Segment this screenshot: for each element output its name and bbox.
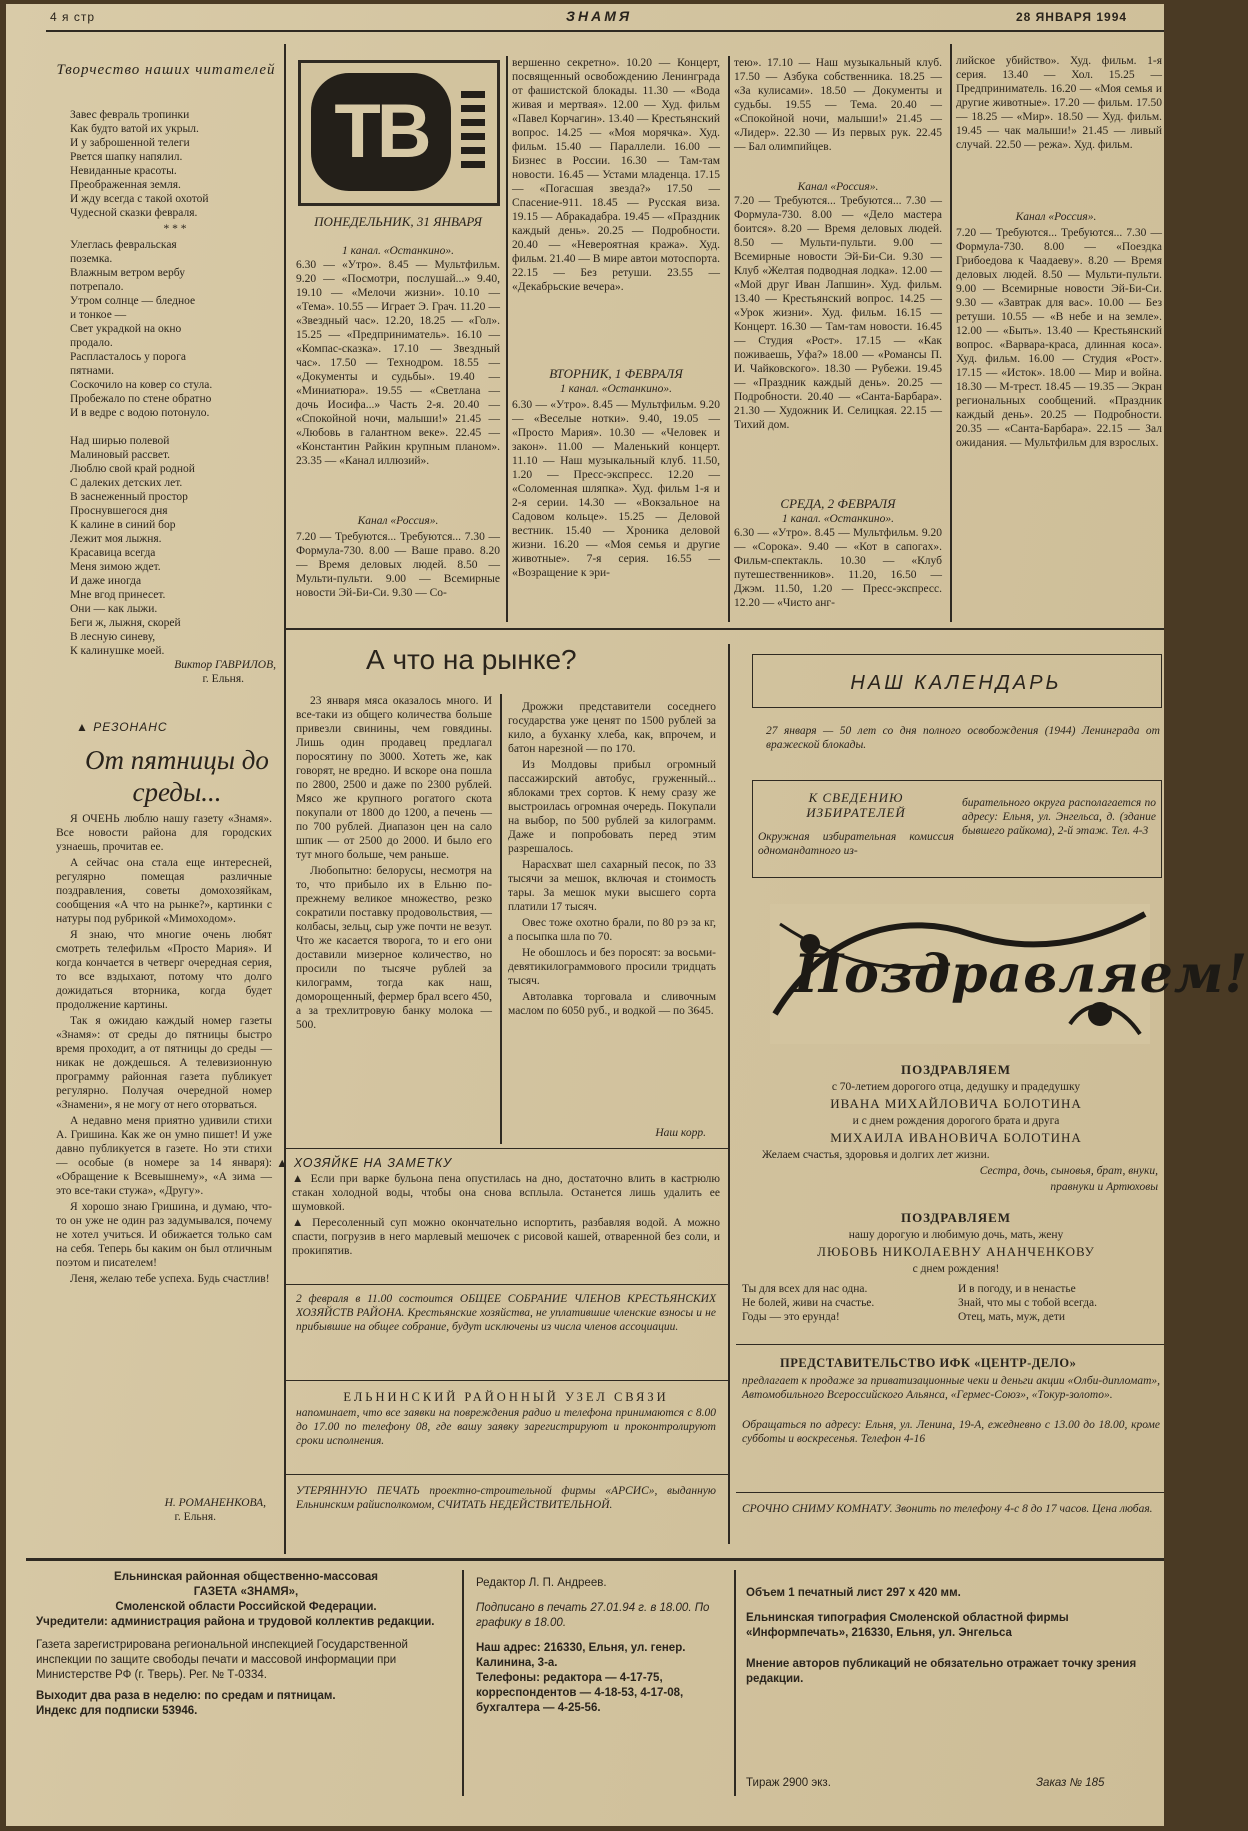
- tv-channel-ostankino-tue: 1 канал. «Останкино».: [560, 383, 672, 395]
- tv-wednesday-ch2: 7.20 — Требуются... Требуются... 7.30 — Формула-730. 8.00 — «Поездка Грибоедова к Чаадаеву». 8.20 — Время деловых людей. 8.50 — Мульти-пульти. 9.00 — Всемирные новости Эй-Би-Си. 9.30 — «Завтрак для вас». 10.00 — Без ретуши. 10.55 — «В небе и на земле». 12.00 — «Быть». 13.40 — Крестьянский вопрос. «Варвара-краса, длинная коса». Худ. фильм. 16.00 — Студия «Рост». 17.15 — «Исток». 18.00 — Мир и война. 18.30 — М-трест. 18.45 — 19.35 — Экран региональных сообщений. «Праздник каждый день». 20.25 — Подробности. 20.35 — «Санта-Барбара». 22.15 — Зал ожидания. — Мультфильм для взрослых.: [956, 227, 1162, 449]
- congrats-line-3: нашу дорогую и любимую дочь, мать, жену: [848, 1229, 1064, 1241]
- lost-stamp-notice: УТЕРЯННУЮ ПЕЧАТЬ проектно-строительной фирмы «АРСИС», выданную Ельнинским райисполкомом, СЧИТАТЬ НЕДЕЙСТВИТЕЛЬНОЙ.: [296, 1485, 716, 1511]
- congrats-heading-1: ПОЗДРАВЛЯЕМ: [900, 1062, 1012, 1077]
- poem-line: Пробежало по стене обратно: [70, 393, 212, 405]
- tv-tuesday-ch1: 6.30 — «Утро». 8.45 — Мультфильм. 9.20 — «Веселые нотки». 9.40, 19.05 — «Просто Мария». 10.30 — «Человек и закон». 11.00 — Маленький концерт. 11.10 — Наш музыкальный клуб. 11.50, 1.20 — Пресс-экспресс. 12.20 — «Соломенная шляпка». Худ. фильм 1-я и 2-я серии. 14.30 — «Вокзальное на Садовом кольце». 15.25 — Деловой вестник. 15.40 — Хроника деловой жизни. 16.20 — «Моя семья и другие животные». 7-я серия. 16.55 — «Возращение к эри-: [512, 399, 720, 579]
- poem-line: Невиданные красоты.: [70, 165, 177, 177]
- congrats-name-2: МИХАИЛА ИВАНОВИЧА БОЛОТИНА: [830, 1130, 1082, 1145]
- market-signature: Наш корр.: [655, 1127, 706, 1139]
- poem-line: продало.: [70, 337, 113, 349]
- housewife-top-rule: [284, 1148, 728, 1149]
- footer-rule-2: [734, 1570, 736, 1796]
- footer-schedule: Выходит два раза в неделю: по средам и пятницам.: [36, 1690, 336, 1702]
- poem-line: Как будто ватой их укрыл.: [70, 123, 199, 135]
- verse-line: Отец, мать, муж, дети: [958, 1311, 1066, 1323]
- notices-rule-2: [284, 1380, 728, 1381]
- poem-line: С далеких детских лет.: [70, 477, 183, 489]
- article-paragraph: Нарасхват шел сахарный песок, по 33 тысячи за мешок, включая и стоимость тары. За мешок муки высшего сорта платили 17 тысяч.: [508, 859, 716, 913]
- tv-col-rule-3: [950, 44, 952, 622]
- article-paragraph: Не обошлось и без поросят: за восьми-девятикилограммового просили тридцать тысяч.: [508, 947, 716, 987]
- tv-col4-continuation: лийское убийство». Худ. фильм. 1-я серия. 13.40 — Хол. 15.25 — Предприниматель. 16.20 — «Моя семья и другие животные». 17.20 — фильм. 17.50 — 18.25 — «Мир». 18.50 — Худ. фильм. 19.45 — чак малыши!» 21.45 — ливый случай. 22.50 — режа». Худ. фильм.: [956, 55, 1162, 151]
- poem-line: Беги ж, лыжня, скорей: [70, 617, 181, 629]
- congrats-verse-left: [742, 1282, 942, 1324]
- verse-line: Годы — это ерунда!: [742, 1311, 840, 1323]
- ifk-offer: предлагает к продаже за приватизационные чеки и деньги акции «Олби-дипломат», Автомобильного Всероссийского Альянса, «Гермес-Союз», «Токур-золото».: [742, 1375, 1160, 1401]
- market-column-one: [296, 694, 492, 1034]
- tv-col-rule-2: [728, 56, 730, 622]
- tv-day-tuesday: ВТОРНИК, 1 ФЕВРАЛЯ: [549, 366, 683, 381]
- poem-line: И у заброшенной телеги: [70, 137, 190, 149]
- footer-editor: Редактор Л. П. Андреев.: [476, 1577, 607, 1589]
- footer-rule-1: [462, 1570, 464, 1796]
- poem-line: Мне вгод принесет.: [70, 589, 166, 601]
- poem-line: Преображенная земля.: [70, 179, 181, 191]
- footer-founders: Учредители: администрация района и трудовой коллектив редакции.: [36, 1616, 435, 1628]
- footer-subscription-index: Индекс для подписки 53946.: [36, 1705, 198, 1717]
- article-paragraph: Я ОЧЕНЬ люблю нашу газету «Знамя». Все новости района для городских узнаешь, прочитав ее.: [56, 813, 272, 853]
- tv-logo-screen: ТВ: [311, 73, 451, 191]
- footer-paper-name: ГАЗЕТА «ЗНАМЯ»,: [193, 1586, 299, 1598]
- tv-channel-russia-wed: Канал «Россия».: [1015, 211, 1097, 223]
- tv-logo-bars: [461, 91, 485, 175]
- issue-date: 28 ЯНВАРЯ 1994: [1016, 10, 1128, 24]
- tv-col3-continuation: тею». 17.10 — Наш музыкальный клуб. 17.50 — Азбука собственника. 18.25 — «За кулисами». 18.50 — Документы и судьбы. 19.55 — Тема. 20.40 — «Спокойной ночи, малыши!» 21.45 — «Лидер». 22.30 — Из первых рук. 22.45 — Бал олимпийцев.: [734, 57, 942, 153]
- article-paragraph: Любопытно: белорусы, несмотря на то, что прибыло их в Ельню по-прежнему великое множество, резко сократили поставку продовольствия, — колбасы, зельц, сыр уже почти не везут. Что же касается творога, то и его они доставили мизерное количество, но просили по тысяче рублей за килограмм, тогда как наш, доморощенный, фермер брал всего 450, а за трехлитровую банку молока — 500.: [296, 865, 492, 1031]
- poem-author: Виктор ГАВРИЛОВ,: [174, 659, 276, 671]
- footer-volume: Объем 1 печатный лист 297 x 420 мм.: [746, 1587, 961, 1599]
- voters-title: К СВЕДЕНИЮ ИЗБИРАТЕЛЕЙ: [806, 790, 906, 820]
- tv-channel-russia-mon: Канал «Россия».: [357, 515, 439, 527]
- footer-editorial: [476, 1576, 726, 1716]
- footer-printer: Ельнинская типография Смоленской областной фирмы «Информпечать», 216330, Ельня, ул. Энгельса: [746, 1612, 1069, 1639]
- poem-line: Проснувшегося дня: [70, 505, 168, 517]
- poem-line: Распласталось у порога: [70, 351, 186, 363]
- tv-monday-ch2: 7.20 — Требуются... Требуются... 7.30 — Формула-730. 8.00 — Ваше право. 8.20 — Время деловых людей. 8.50 — Мульти-пульти. 9.00 — Всемирные новости Эй-Би-Си. 9.30 — Со-: [296, 531, 500, 599]
- footer-publisher: [36, 1570, 456, 1719]
- article-paragraph: Из Молдовы прибыл огромный пассажирский автобус, груженный... яблоками трех сортов. К нему сразу же выстроилась огромная очередь. Покупали на выбор, по 500 рублей за килограмм. Даже и попробовать перед этим разрешалось.: [508, 759, 716, 855]
- voters-left-text: Окружная избирательная комиссия одномандатного из-: [758, 831, 954, 857]
- market-title: А что на рынке?: [366, 644, 577, 675]
- congrats-line-1: с 70-летием дорогого отца, дедушку и прадедушку: [831, 1081, 1081, 1093]
- market-col-rule: [500, 694, 502, 1144]
- tv-monday-ch1: 6.30 — «Утро». 8.45 — Мультфильм. 9.20 — «Посмотри, послушай...» 9.40, 19.10 — «Мелочи жизни». 10.10 — «Тема». 10.55 — Играет Э. Грач. 11.20 — «Звездный час». 12.20, 18.25 — «Гол». 15.25 — «Предприниматель». 16.10 — «Компас-сказка». 17.10 — Звездный час». 17.50 — Технодром. 18.55 — «Документы и судьбы». 19.40 — «Миниатюра». 19.55 — «Светлана — дочь Иосифа...» Часть 2-я. 20.40 — «Спокойной ночи, малыши!» 21.45 — «Любовь в галантном веке». 22.45 — «Константин Райкин крупным планом». 23.35 — «Канал иллюзий».: [296, 259, 500, 467]
- poem-line: и тонкое —: [70, 309, 127, 321]
- column-rule-right: [728, 644, 730, 1544]
- article-paragraph: А сейчас она стала еще интересней, регулярно помещая различные поздравления, советы домохозяйкам, сообщения «А что на рынке?», картинки с натуры под рубрикой «Мимоходом».: [56, 857, 272, 925]
- article-paragraph: Я знаю, что многие очень любят смотреть телефильм «Просто Мария». И когда кончается в четверг очередная серия, то все вздыхают, потому что долго дожидаться вторника, когда будет продолжение картины.: [56, 929, 272, 1011]
- market-column-two: [508, 700, 716, 1020]
- tv-tuesday-ch2: 7.20 — Требуются... Требуются... 7.30 — Формула-730. 8.00 — «Дело мастера боится». 8.20 — Время деловых людей. 8.50 — Мульти-пульти. 9.00 — Всемирные новости Эй-Би-Си. 9.30 — Клуб «Желтая подводная лодка». 12.00 — «Мой друг Иван Лапшин». Худ. фильм. 13.40 — Крестьянский вопрос. 14.25 — «Урок жизни». Худ. фильм. 16.15 — Концерт. 16.30 — Там-там новости. 16.45 — Студия «Рост». 17.15 — «Как поживаешь, Уфа?» 18.00 — «Романсы П. И. Чайковского». 18.30 — Рубежи. 19.45 — «Праздник каждый день». 20.25 — Подробности. 20.40 — «Санта-Барбара». 21.30 — Художник И. Селицкая. 22.15 — Тихий дом.: [734, 195, 942, 431]
- footer-order: Заказ № 185: [1036, 1777, 1105, 1789]
- congrats-sign-2: правнуки и Артюховы: [1050, 1181, 1158, 1193]
- poem-line: Улеглась февральская: [70, 239, 177, 251]
- resonance-title: От пятницы до среды...: [85, 745, 269, 807]
- calendar-entry: 27 января — 50 лет со дня полного освобождения (1944) Ленинграда от вражеской блокады.: [766, 725, 1160, 751]
- poem-line: И жду всегда с такой охотой: [70, 193, 209, 205]
- ifk-title: ПРЕДСТАВИТЕЛЬСТВО ИФК «ЦЕНТР-ДЕЛО»: [780, 1356, 1077, 1370]
- congrats-wish: Желаем счастья, здоровья и долгих лет жизни.: [762, 1149, 990, 1161]
- poem-line: В заснеженный простор: [70, 491, 188, 503]
- congrats-name-3: ЛЮБОВЬ НИКОЛАЕВНУ АНАНЧЕНКОВУ: [817, 1244, 1095, 1259]
- poem-two: [70, 238, 280, 420]
- footer-signed: Подписано в печать 27.01.94 г. в 18.00. По графику в 18.00.: [476, 1602, 710, 1629]
- poem-line: Они — как лыжи.: [70, 603, 158, 615]
- telecom-notice: напоминает, что все заявки на повреждения радио и телефона принимаются с 8.00 до 17.00 по телефону 08, где вашу заявку зарегистрируют и проконтролируют сроки исполнения.: [296, 1407, 716, 1447]
- notices-rule-3: [284, 1474, 728, 1475]
- verse-line: Не болей, живи на счастье.: [742, 1297, 875, 1309]
- footer-disclaimer: Мнение авторов публикаций не обязательно отражает точку зрения редакции.: [746, 1658, 1137, 1685]
- resonance-author: Н. РОМАНЕНКОВА,: [164, 1497, 266, 1509]
- poem-line: Соскочило на ковер со стула.: [70, 379, 213, 391]
- housewife-tips: [292, 1172, 720, 1260]
- masthead-rule: [46, 30, 1164, 32]
- footer-region: Смоленской области Российской Федерации.: [115, 1601, 377, 1613]
- congrats-word: Поздравляем!: [794, 944, 1248, 1005]
- tv-channel-russia-tue: Канал «Россия».: [797, 181, 879, 193]
- page-number: 4 я стр: [50, 10, 96, 24]
- article-paragraph: Дрожжи представители соседнего государства уже ценят по 1500 рублей за кило, а буханку хлеба, как, впрочем, и батон нарезной — по 170.: [508, 701, 716, 755]
- tv-channel-ostankino-mon: 1 канал. «Останкино».: [342, 245, 454, 257]
- poem-line: Свет украдкой на окно: [70, 323, 182, 335]
- article-paragraph: Так я ожидаю каждый номер газеты «Знамя»: от среды до пятницы быстро время проходит, а от пятницы до среды — никак не дождешься. А телевизионную программу районная газета публикует регулярно. Получая очередной номер «Знамени», я не могу от него оторваться.: [56, 1015, 272, 1111]
- congrats-heading-2: ПОЗДРАВЛЯЕМ: [900, 1210, 1012, 1225]
- poem-line: пятнами.: [70, 365, 115, 377]
- verse-line: И в погоду, и в ненастье: [958, 1283, 1076, 1295]
- resonance-rubric: ▲ РЕЗОНАНС: [76, 720, 168, 734]
- congrats-line-4: с днем рождения!: [912, 1263, 1000, 1275]
- resonance-article: [56, 812, 272, 1288]
- poem-line: Лежит моя лыжня.: [70, 533, 162, 545]
- congrats-banner: [770, 904, 1248, 1044]
- housewife-rubric-label: ХОЗЯЙКЕ НА ЗАМЕТКУ: [293, 1156, 453, 1170]
- poem-three: [70, 434, 280, 658]
- ifk-top-rule: [736, 1344, 1164, 1345]
- poem-line: Завес февраль тропинки: [70, 109, 190, 121]
- tv-day-wednesday: СРЕДА, 2 ФЕВРАЛЯ: [780, 496, 896, 511]
- housewife-tip-1: ▲ Если при варке бульона пена опустилась на дно, достаточно влить в кастрюлю стакан холодной воды, чтобы она снова всплыла. Останется лишь удалить ее шумовкой.: [292, 1173, 720, 1213]
- poems-section-title: Творчество наших читателей: [56, 62, 276, 78]
- column-rule-left: [284, 44, 286, 1554]
- article-paragraph: А недавно меня приятно удивили стихи А. Гришина. Как же он умно пишет! И уже давно публикуется в газете. Но эти стихи — особые (в номере за 14 января): «Обращение к Всевышнему», «А зима — это все-таки стужа», «Другу».: [56, 1115, 272, 1197]
- poems-block: [70, 108, 280, 658]
- tv-logo: [298, 60, 500, 206]
- poem-line: Люблю свой край родной: [70, 463, 195, 475]
- article-paragraph: Овес тоже охотно брали, по 80 рэ за кг, а посыпка шла по 70.: [508, 917, 716, 943]
- housewife-rubric: ▲ ХОЗЯЙКЕ НА ЗАМЕТКУ: [276, 1156, 453, 1170]
- footer-address: Наш адрес: 216330, Ельня, ул. генер. Калинина, 3-а.: [476, 1642, 686, 1669]
- tv-col-rule-1: [506, 56, 508, 622]
- ifk-address: Обращаться по адресу: Ельня, ул. Ленина, 19-А, ежедневно с 13.00 до 18.00, кроме субботы и воскресенья. Телефон 4-16: [742, 1419, 1160, 1445]
- resonance-author-city: г. Ельня.: [174, 1511, 216, 1523]
- footer-print: [746, 1586, 1156, 1687]
- footer-circulation: Тираж 2900 экз.: [746, 1777, 831, 1789]
- tv-day-monday: ПОНЕДЕЛЬНИК, 31 ЯНВАРЯ: [314, 214, 482, 229]
- paper-name: ЗНАМЯ: [566, 8, 633, 24]
- voters-right-text: бирательного округа располагается по адресу: Ельня, ул. Энгельса, д. (здание бывшего райкома), 2-й этаж. Тел. 4-3: [962, 797, 1156, 837]
- tv-channel-ostankino-wed: 1 канал. «Останкино».: [782, 513, 894, 525]
- poem-line: И даже иногда: [70, 575, 142, 587]
- congrats-name-1: ИВАНА МИХАЙЛОВИЧА БОЛОТИНА: [830, 1096, 1082, 1111]
- newspaper-page: [6, 4, 1248, 1826]
- article-paragraph: Я хорошо знаю Гришина, и думаю, что-то он уже не один раз задумывался, почему не хотел учиться. И обижается только сам на себя. Теперь бы каким он был отличным поэтом и писателем!: [56, 1201, 272, 1269]
- footer-top-rule: [26, 1558, 1164, 1561]
- calendar-title: НАШ КАЛЕНДАРЬ: [850, 672, 1062, 694]
- poem-line: Малиновый рассвет.: [70, 449, 170, 461]
- tv-wednesday-ch1: 6.30 — «Утро». 8.45 — Мультфильм. 9.20 — «Сорока». 9.40 — «Кот в сапогах». Фильм-спектакль. 10.30 — «Клуб путешественников». 11.20, 16.50 — Джэм. 11.50, 1.20 — Пресс-экспресс. 12.20 — «Чисто анг-: [734, 527, 942, 609]
- poem-line: К калине в синий бор: [70, 519, 176, 531]
- poem-line: И в ведре с водою потонуло.: [70, 407, 210, 419]
- article-paragraph: 23 января мяса оказалось много. И все-таки из общего количества больше привезли свинины, чем говядины. Лишь один продавец предлагал поросятину по 3000. Хотеть же, как говорят, не вредно. И вскоре она пошла по 2800, 2500 и даже по 2300 рублей. Мясо же крупного рогатого скота покупали от 1800 до 1200, а печень — по 700 рублей. Диапазон цен на сало шпик — от 2500 до 2000. И было его тут много больше, чем раньше.: [296, 695, 492, 861]
- poem-line: Красавица всегда: [70, 547, 156, 559]
- poem-one: [70, 108, 280, 220]
- poem-line: Влажным ветром вербу: [70, 267, 185, 279]
- room-ad-rule: [736, 1492, 1164, 1493]
- congrats-verse-right: [958, 1282, 1160, 1324]
- poem-line: Над ширью полевой: [70, 435, 170, 447]
- poem-line: Рвется шапку напялил.: [70, 151, 183, 163]
- telecom-title: ЕЛЬНИНСКИЙ РАЙОННЫЙ УЗЕЛ СВЯЗИ: [343, 1390, 669, 1404]
- resonance-rubric-label: РЕЗОНАНС: [93, 720, 168, 734]
- footer-phones: Телефоны: редактора — 4-17-75, корреспондентов — 4-18-53, 4-17-08, бухгалтера — 4-25-56.: [476, 1672, 684, 1714]
- poem-line: К калинушке моей.: [70, 645, 165, 657]
- room-ad: СРОЧНО СНИМУ КОМНАТУ. Звонить по телефону 4-с 8 до 17 часов. Цена любая.: [742, 1503, 1153, 1515]
- poem-line: Меня зимою ждет.: [70, 561, 161, 573]
- housewife-tip-2: ▲ Пересоленный суп можно окончательно испортить, разбавляя водой. А можно спасти, погрузив в него марлевый мешочек с рисовой кашей, отваренной без соли, и прокипятив.: [292, 1217, 720, 1257]
- poem-line: Чудесной сказки февраля.: [70, 207, 198, 219]
- article-paragraph: Леня, желаю тебе успеха. Будь счастлив!: [70, 1273, 270, 1285]
- verse-line: Ты для всех для нас одна.: [742, 1283, 868, 1295]
- poem-line: потрепало.: [70, 281, 124, 293]
- tv-col2-continuation: вершенно секретно». 10.20 — Концерт, посвященный освобождению Ленинграда от фашистской блокады. 11.30 — «Вода живая и мертвая». 12.00 — Худ. фильм «Павел Корчагин». 13.40 — Крестьянский вопрос. 14.25 — «Моя морячка». Худ. фильм. 15.40 — Параллели. 16.00 — Бизнес в России. 16.30 — Там-там новости. 16.45 — Устами младенца. 17.15 — «Погасшая звезда?» 17.50 — Спасение-911. 18.45 — Русская виза. 19.15 — Абракадабра. 19.45 — «Праздник каждый день». 20.25 — Подробности. 20.40 — «Невероятная кража». Худ. фильм. 21.40 — В мире автои мотоспорта. 22.15 — Без ретуши. 23.55 — «Декабрьские вечера».: [512, 57, 720, 293]
- footer-publisher-line-1: Ельнинская районная общественно-массовая: [114, 1571, 378, 1583]
- footer-registration: Газета зарегистрирована региональной инспекцией Государственной инспекции по защите свободы печати и массовой информации при Министерстве РФ (г. Тверь). Рег. № Т-0334.: [36, 1639, 408, 1681]
- article-paragraph: Автолавка торговала и сливочным маслом по 6050 руб., и водкой — по 3645.: [508, 991, 716, 1017]
- poem-line: поземка.: [70, 253, 113, 265]
- poem-separator: * * *: [163, 223, 187, 235]
- congrats-line-2: и с днем рождения дорогого брата и друга: [852, 1115, 1060, 1127]
- congrats-sign-1: Сестра, дочь, сыновья, брат, внуки,: [979, 1165, 1158, 1177]
- notices-rule-1: [284, 1284, 728, 1285]
- poem-author-city: г. Ельня.: [202, 673, 244, 685]
- notice-farmers-meeting: 2 февраля в 11.00 состоится ОБЩЕЕ СОБРАНИЕ ЧЛЕНОВ КРЕСТЬЯНСКИХ ХОЗЯЙСТВ РАЙОНА. Крестьянские хозяйства, не уплатившие членские взносы и не прибывшие на общее собрание, будут исключены из числа членов ассоциации.: [296, 1293, 716, 1333]
- poem-line: Утром солнце — бледное: [70, 295, 196, 307]
- poem-line: В лесную синеву,: [70, 631, 156, 643]
- verse-line: Знай, что мы с тобой всегда.: [958, 1297, 1098, 1309]
- tv-bottom-rule: [284, 628, 1164, 630]
